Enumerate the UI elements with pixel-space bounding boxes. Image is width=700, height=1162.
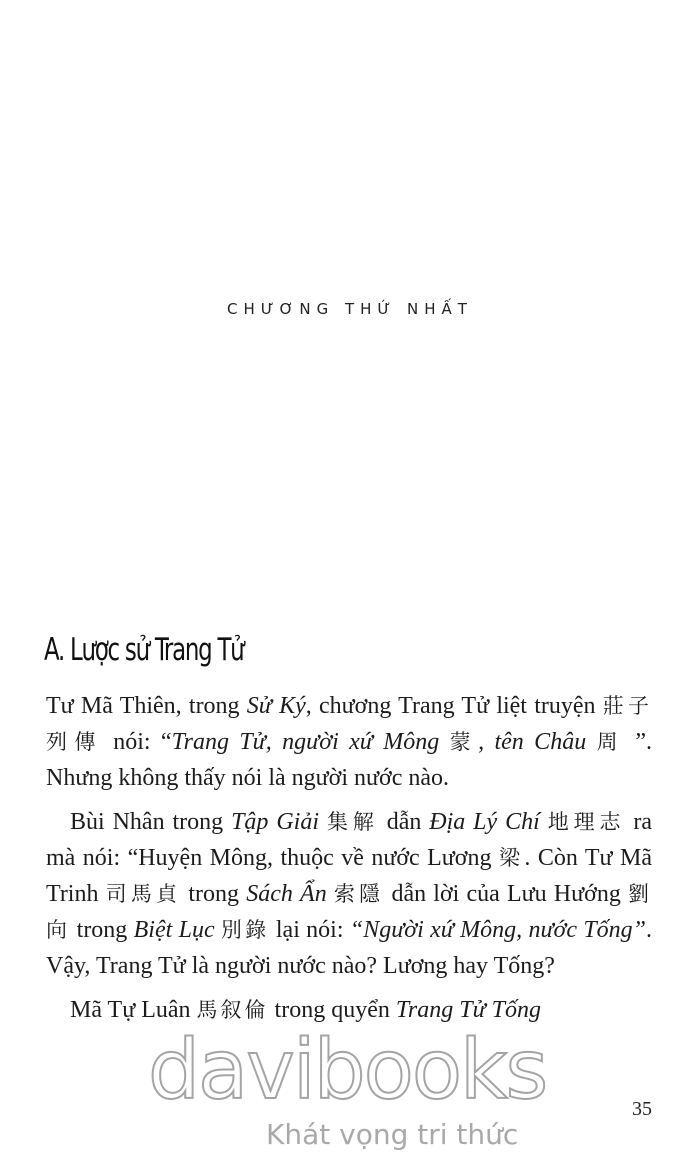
chinese-text: 司馬貞 bbox=[105, 882, 182, 906]
paragraph-1: Tư Mã Thiên, trong Sử Ký, chương Trang Tử liệt truyện 莊子列傳 nói: “Trang Tử, người xứ Mông 蒙, tên Châu 周 ”. Nhưng không thấy nói là người nước nào. bbox=[46, 693, 653, 791]
chinese-text: 莊子列傳 bbox=[46, 694, 652, 754]
chinese-text: 別錄 bbox=[220, 918, 270, 942]
chinese-text: 蒙 bbox=[449, 730, 479, 754]
chinese-text: 集解 bbox=[326, 810, 379, 834]
chinese-text: 馬叙倫 bbox=[196, 998, 269, 1022]
chinese-text: 索隱 bbox=[333, 882, 385, 906]
paragraph-2: Bùi Nhân trong Tập Giải 集解 dẫn Địa Lý Chí 地理志 ra mà nói: “Huyện Mông, thuộc về nước Lương 梁. Còn Tư Mã Trinh 司馬貞 trong Sách Ẩn 索隱 dẫn lời của Lưu Hướng 劉向 trong Biệt Lục 別錄 lại nói: “Người xứ Mông, nước Tống”. Vậy, Trang Tử là người nước nào? Lương hay Tống? bbox=[46, 809, 653, 979]
chinese-text: 梁 bbox=[498, 846, 525, 870]
chinese-text: 地理志 bbox=[547, 810, 626, 834]
page-number: 35 bbox=[632, 1098, 652, 1120]
body-text bbox=[46, 688, 652, 1036]
chapter-heading: CHƯƠNG THỨ NHẤT bbox=[227, 300, 473, 318]
paragraph-3: Mã Tự Luân 馬叙倫 trong quyển Trang Tử Tống bbox=[70, 997, 542, 1023]
watermark-tagline: Khát vọng tri thức bbox=[266, 1118, 519, 1151]
watermark-brand: davibooks bbox=[148, 1023, 547, 1118]
chinese-text: 周 bbox=[596, 730, 626, 754]
section-title: A. Lược sử Trang Tử bbox=[44, 632, 244, 668]
chinese-text: 劉向 bbox=[46, 882, 653, 942]
